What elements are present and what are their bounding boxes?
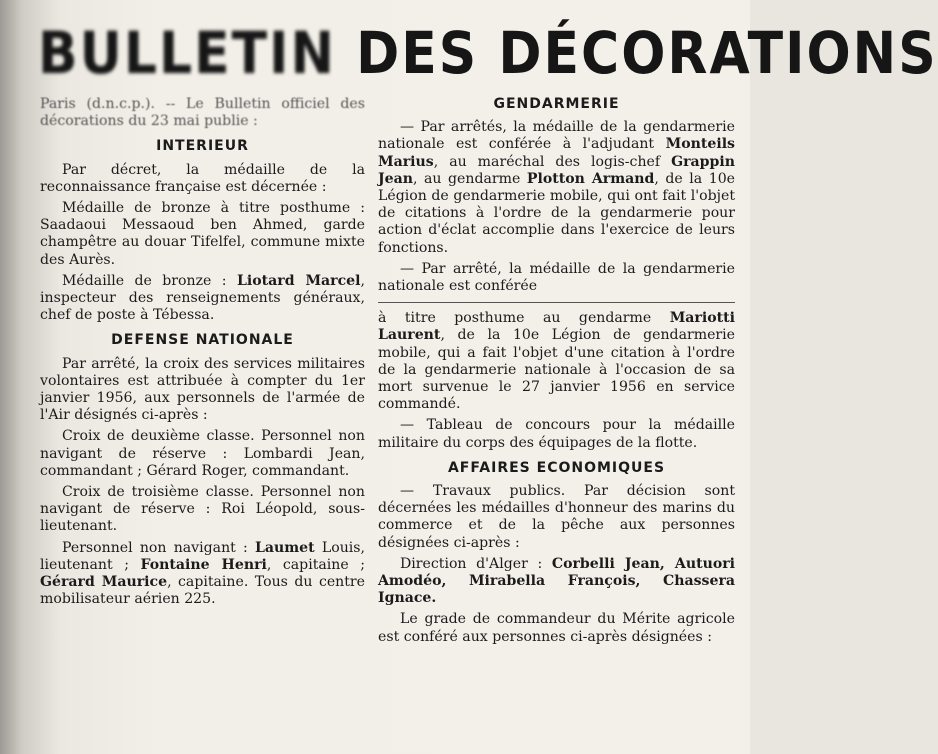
gendarmerie-paragraph-4: — Tableau de concours pour la médaille militaire du corps des équipages de la flotte. — [378, 417, 735, 451]
text-run: , de la 10e Légion de gendarmerie mobile, qui ont fait l'objet de citations à l'ordre de la gendarmerie pour action d'éclat accomplie dans l'exercice de leurs fonctions. — [378, 170, 735, 256]
person-names: Corbelli Jean, Autuori Amodéo, Mirabella François, Chassera Ignace. — [378, 555, 736, 607]
defense-paragraph-4 — [40, 540, 365, 609]
section-heading-gendarmerie: GENDARMERIE — [493, 96, 620, 112]
text-run: , capitaine. Tous du centre mobilisateur aérien 225. — [40, 574, 365, 608]
section-heading-affaires: AFFAIRES ECONOMIQUES — [447, 459, 666, 476]
interieur-paragraph-1: Par décret, la médaille de la reconnaissance française est décernée : — [40, 161, 365, 195]
left-column — [40, 96, 365, 608]
text-run: , au maréchal des logis-chef — [433, 153, 672, 170]
intro-paragraph — [40, 96, 365, 130]
text-run: Médaille de bronze : — [62, 272, 237, 289]
text-run: , de la 10e Légion de gendarmerie mobile, qui a fait l'objet d'une citation à l'ordre de la gendarmerie nationale à l'occasion de sa mort survenue le 27 janvier 1956 en service commandé. — [378, 327, 735, 413]
banner-title — [38, 8, 938, 100]
person-name: Laumet — [254, 539, 315, 556]
gendarmerie-paragraph-3 — [378, 310, 735, 413]
person-name: Grappin Jean — [378, 153, 735, 187]
section-heading-interieur: INTERIEUR — [156, 138, 249, 155]
text-run: Direction d'Alger : — [400, 555, 552, 572]
interieur-paragraph-2: Médaille de bronze à titre posthume : Saadaoui Messaoud ben Ahmed, garde champêtre au douar Tifelfel, commune mixte des Aurès. — [40, 200, 365, 268]
gendarmerie-paragraph-2: — Par arrêté, la médaille de la gendarmerie nationale est conférée — [378, 260, 735, 295]
section-heading-defense: DEFENSE NATIONALE — [111, 332, 294, 349]
column-divider — [378, 302, 735, 303]
affaires-paragraph-3: Le grade de commandeur du Mérite agricole est conféré aux personnes ci-après désignées : — [378, 611, 735, 645]
intro-text: Paris (d.n.c.p.). -- Le Bulletin officiel des décorations du 23 mai publie : — [40, 96, 365, 130]
text-run: — Par arrêtés, la médaille de la gendarmerie nationale est conférée à l'adjudant — [378, 119, 735, 153]
person-name: Gérard Maurice — [40, 574, 168, 591]
text-run: , capitaine ; — [266, 556, 365, 573]
right-column — [378, 96, 735, 646]
person-name: Monteils Marius — [378, 136, 735, 170]
person-name: Liotard Marcel — [237, 272, 361, 289]
defense-paragraph-1: Par arrêté, la croix des services militaires volontaires est attribuée à compter du 1er janvier 1956, aux personnels de l'armée de l'Air désignés ci-après : — [40, 355, 365, 424]
person-name: Mariotti Laurent — [378, 310, 735, 344]
person-name: Plotton Armand — [526, 170, 655, 187]
interieur-paragraph-3 — [40, 273, 365, 325]
banner-faded-word: BULLETIN — [38, 20, 336, 88]
text-run: , au gendarme — [413, 170, 527, 187]
banner-rest: DES DÉCORATIONS — [336, 20, 938, 88]
text-run: à titre posthume au gendarme — [378, 310, 670, 327]
gendarmerie-paragraph-1 — [378, 119, 735, 257]
text-run: Personnel non navigant : — [62, 539, 255, 556]
person-name: Fontaine Henri — [140, 556, 267, 573]
text-run: Louis, lieutenant ; — [40, 539, 365, 573]
defense-paragraph-2: Croix de deuxième classe. Personnel non navigant de réserve : Lombardi Jean, commandant ; Gérard Roger, commandant. — [40, 428, 365, 479]
defense-paragraph-3: Croix de troisième classe. Personnel non navigant de réserve : Roi Léopold, sous-lieutenant. — [40, 484, 365, 535]
affaires-paragraph-1: — Travaux publics. Par décision sont décernées les médailles d'honneur des marins du commerce et de la pêche aux personnes désignées ci-après : — [378, 483, 735, 551]
affaires-paragraph-2 — [378, 556, 735, 608]
text-run: , inspecteur des renseignements généraux, chef de poste à Tébessa. — [40, 272, 365, 324]
